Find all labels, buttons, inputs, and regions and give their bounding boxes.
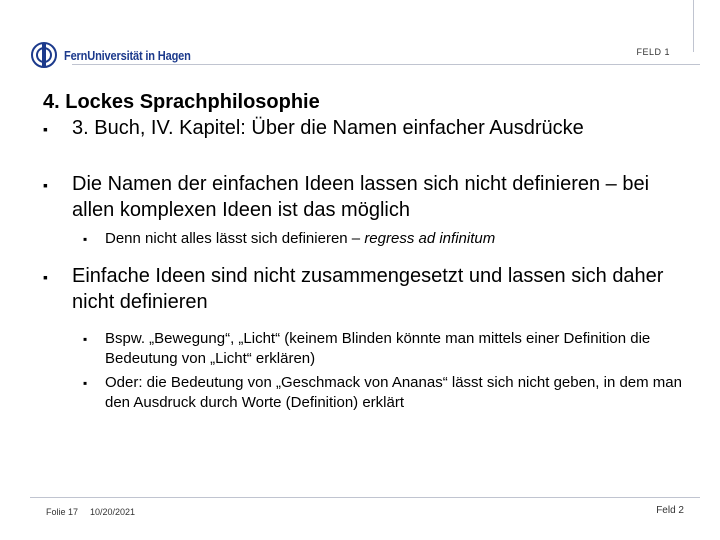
point-1-sub-1 (83, 229, 693, 249)
point-2-sub-2-text: Oder: die Bedeutung von „Geschmack von Ananas“ lässt sich nicht geben, in dem man den Ausdruck durch Worte (Definition) erklärt (105, 374, 682, 411)
slide-content (43, 89, 693, 413)
header-divider (72, 64, 700, 65)
section-label: FELD 1 (636, 47, 670, 57)
slide-date: 10/20/2021 (90, 507, 136, 517)
point-2-text: Einfache Ideen sind nicht zusammengesetzt und lassen sich daher nicht definieren (72, 265, 664, 313)
subtitle-text: 3. Buch, IV. Kapitel: Über die Namen einfacher Ausdrücke (72, 117, 584, 139)
point-1 (43, 171, 693, 223)
point-2 (43, 263, 693, 315)
square-bullet-icon: ▪ (83, 332, 88, 346)
logo-text: FernUniversität in Hagen (64, 47, 191, 63)
point-2-sub-1-text: Bspw. „Bewegung“, „Licht“ (keinem Blinden könnte man mittels einer Definition die Bedeutung von „Licht“ erklären) (105, 330, 651, 367)
header-vertical-divider (693, 0, 694, 52)
point-2-sub-1 (83, 329, 693, 369)
slide-number: Folie 17 (46, 507, 79, 517)
university-logo (30, 38, 213, 72)
square-bullet-icon: ▪ (43, 121, 48, 137)
subtitle-bullet (43, 115, 693, 141)
square-bullet-icon: ▪ (83, 376, 88, 390)
field-label: Feld 2 (656, 505, 684, 516)
fernuni-logo-icon (30, 40, 58, 70)
footer-divider (30, 497, 700, 498)
slide-title: 4. Lockes Sprachphilosophie (43, 91, 320, 113)
point-1-sub-1-italic: regress ad infinitum (364, 230, 496, 247)
square-bullet-icon: ▪ (43, 177, 48, 193)
square-bullet-icon: ▪ (83, 232, 88, 246)
point-1-text: Die Namen der einfachen Ideen lassen sich nicht definieren – bei allen komplexen Ideen ist das möglich (72, 173, 650, 221)
square-bullet-icon: ▪ (43, 269, 48, 285)
point-1-sub-1-text: Denn nicht alles lässt sich definieren – (105, 230, 365, 247)
point-2-sub-2 (83, 373, 693, 413)
